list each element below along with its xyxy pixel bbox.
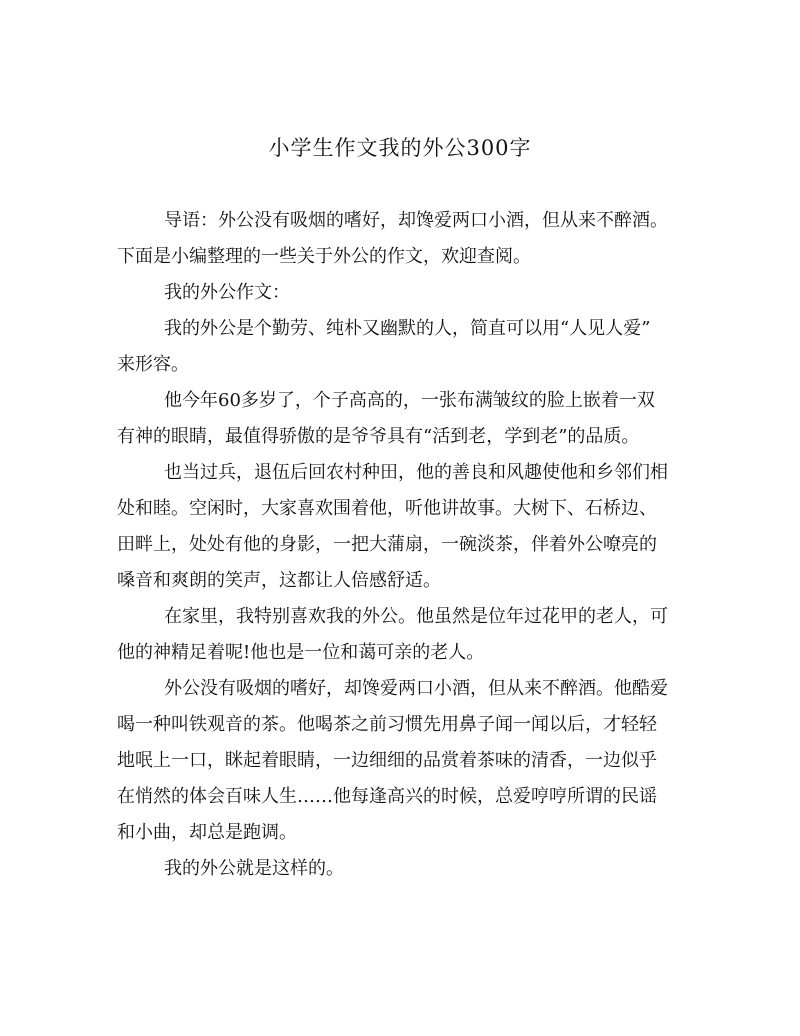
closing-paragraph: [117, 851, 677, 887]
text-line: 他的神精足着呢!他也是一位和蔼可亲的老人。: [117, 642, 485, 663]
paragraph-3: [117, 455, 677, 599]
text-line: 来形容。: [117, 354, 189, 375]
text-line: 外公没有吸烟的嗜好，却馋爱两口小酒，但从来不醉酒。他酷爱: [164, 678, 668, 699]
paragraph-5: [117, 671, 677, 851]
text-line: 地呡上一口，眯起着眼睛，一边细细的品赏着茶味的清香，一边似乎: [117, 750, 657, 771]
text-line: 喝一种叫铁观音的茶。他喝茶之前习惯先用鼻子闻一闻以后，才轻轻: [117, 714, 657, 735]
paragraph-1: [117, 311, 677, 383]
text-line: 我的外公就是这样的。: [164, 858, 344, 879]
document-title: 小学生作文我的外公300字: [268, 136, 532, 160]
intro-paragraph: [117, 203, 677, 275]
text-line: 在家里，我特别喜欢我的外公。他虽然是位年过花甲的老人，可: [164, 606, 668, 627]
text-line: 有神的眼睛，最值得骄傲的是爷爷具有“活到老，学到老”的品质。: [117, 426, 640, 447]
essay-heading: [117, 275, 677, 311]
paragraph-2: [117, 383, 677, 455]
text-line: 我的外公作文：: [164, 282, 290, 303]
text-line: 导语：外公没有吸烟的嗜好，却馋爱两口小酒，但从来不醉酒。: [164, 210, 668, 231]
text-line: 他今年60多岁了，个子高高的，一张布满皱纹的脸上嵌着一双: [164, 390, 655, 411]
text-line: 也当过兵，退伍后回农村种田，他的善良和风趣使他和乡邻们相: [164, 462, 668, 483]
text-line: 和小曲，却总是跑调。: [117, 822, 297, 843]
text-line: 下面是小编整理的一些关于外公的作文，欢迎查阅。: [117, 246, 531, 267]
text-line: 在悄然的体会百味人生……他每逢高兴的时候，总爱哼哼所谓的民谣: [117, 786, 657, 807]
document-body: [117, 203, 677, 887]
text-line: 田畔上，处处有他的身影，一把大蒲扇，一碗淡茶，伴着外公嘹亮的: [117, 534, 657, 555]
text-line: 我的外公是个勤劳、纯朴又幽默的人，简直可以用“人见人爱”: [164, 318, 651, 339]
paragraph-4: [117, 599, 677, 671]
text-line: 处和睦。空闲时，大家喜欢围着他，听他讲故事。大树下、石桥边、: [117, 498, 657, 519]
text-line: 嗓音和爽朗的笑声，这都让人倍感舒适。: [117, 570, 441, 591]
